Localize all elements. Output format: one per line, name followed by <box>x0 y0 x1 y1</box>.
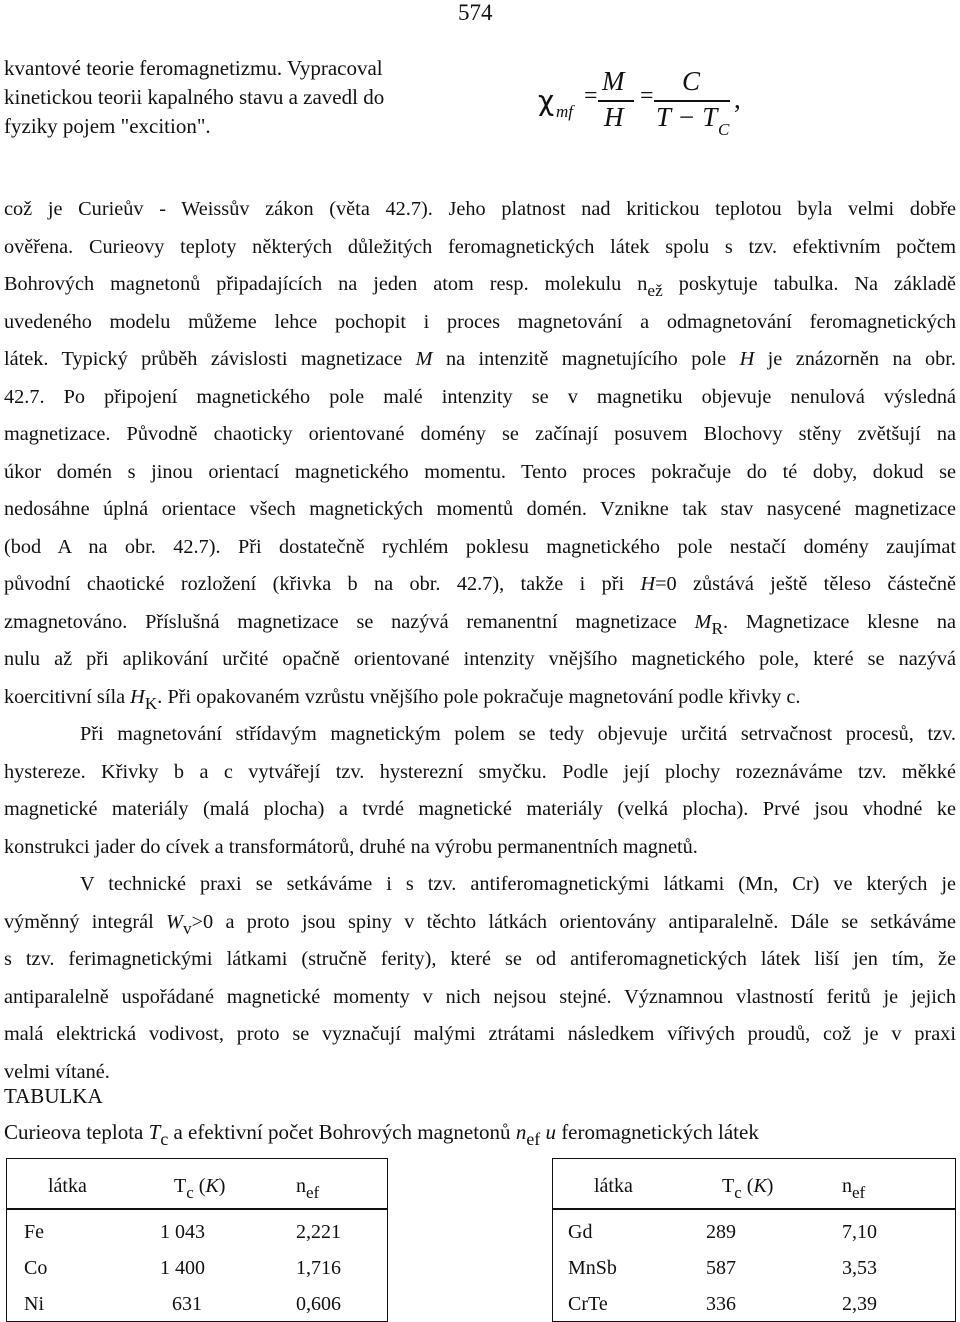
table-cell: 1 400 <box>160 1257 205 1279</box>
text-line: malá elektrická vodivost, proto se vyznačují malými ztrátami následkem vířivých proudů, což je v praxi <box>4 1023 956 1045</box>
column-header-latka: látka <box>48 1175 87 1197</box>
text-line: velmi vítané. <box>4 1060 110 1083</box>
text-line: (bod A na obr. 42.7). Při dostatečně rychlém poklesu magnetického pole nestačí domény zaujímat <box>4 535 956 558</box>
fraction-numerator-c: C <box>682 66 701 96</box>
table-cell: CrTe <box>568 1293 608 1315</box>
equals-sign: = <box>584 83 598 109</box>
column-header-nef: $n_{ef}$ <box>296 1175 320 1202</box>
text-line: magnetické materiály (malá plocha) a tvrdé magnetické materiály (velká plocha). Prvé jsou vhodné ke <box>4 798 956 820</box>
text-line: ověřena. Curieovy teploty některých důležitých feromagnetických látek spolu s tzv. efektivním počtem <box>4 235 956 258</box>
table-cell: 0,606 <box>296 1293 341 1315</box>
text-line: nulu až při aplikování určité opačně orientované intenzity vnějšího magnetického pole, které se nazývá <box>4 648 956 670</box>
table-cell: Ni <box>24 1293 44 1315</box>
text-line: nedosáhne úplná orientace všech magnetických momentů domén. Vznikne tak stav nasycené magnetizace <box>4 498 956 520</box>
text-line: což je Curieův - Weissův zákon (věta 42.7). Jeho platnost nad kritickou teplotou byla velmi dobře <box>4 198 956 220</box>
table-cell: 3,53 <box>842 1257 877 1279</box>
table-cell: 336 <box>706 1293 736 1315</box>
intro-line: kinetickou teorii kapalného stavu a zavedl do <box>4 85 385 109</box>
intro-paragraph <box>4 54 464 141</box>
text-line: výměnný integrál $W_v>0$ a proto jsou spiny v těchto látkách orientovány antiparalelně. Dále se setkáváme <box>4 910 956 938</box>
page-number: 574 <box>458 0 493 25</box>
text-line: antiparalelně uspořádané magnetické momenty v nich nejsou stejné. Významnou vlastností feritů je jejich <box>4 985 956 1008</box>
table-cell: 289 <box>706 1221 736 1243</box>
column-header-tc: $T_c$ (K) <box>722 1175 774 1202</box>
table-cell: MnSb <box>568 1257 617 1279</box>
text-line: Při magnetování střídavým magnetickým polem se tedy objevuje určitá setrvačnost procesů, tzv. <box>80 723 956 745</box>
text-line: 42.7. Po připojení magnetického pole malé intenzity se v magnetiku objevuje nenulová výsledná <box>4 385 956 408</box>
text-line: magnetizace. Původně chaoticky orientované domény se začínají posuvem Blochovy stěny zvětšují na <box>4 423 956 445</box>
text-line: látek. Typický průběh závislosti magnetizace M na intenzitě magnetujícího pole H je znázorněn na obr. <box>4 348 957 370</box>
curie-weiss-formula <box>538 64 778 144</box>
table-header-divider <box>6 1208 388 1210</box>
text-line: konstrukci jader do cívek a transformátorů, druhé na výrobu permanentních magnetů. <box>4 835 698 858</box>
table-cell: 587 <box>706 1257 736 1279</box>
table-cell: 1 043 <box>160 1221 205 1243</box>
table-cell: Co <box>24 1257 48 1279</box>
formula-comma: , <box>734 84 741 114</box>
text-line: koercitivní síla $H_K$. Při opakovaném vzrůstu vnějšího pole pokračuje magnetování podle křivky c. <box>4 685 801 713</box>
text-line: úkor domén s jinou orientací magnetického momentu. Tento proces pokračuje do té doby, dokud se <box>4 460 956 483</box>
table-heading: TABULKA <box>4 1084 103 1108</box>
fraction-denominator-h: H <box>604 102 624 132</box>
table-header-divider <box>552 1208 956 1210</box>
table-cell: 2,221 <box>296 1221 341 1243</box>
main-text <box>4 191 956 1091</box>
column-header-latka: látka <box>594 1175 633 1197</box>
fraction-numerator-m: M <box>602 66 625 96</box>
table-cell: Gd <box>568 1221 593 1243</box>
table-cell: 2,39 <box>842 1293 877 1315</box>
text-line: s tzv. ferimagnetickými látkami (stručně ferity), které se od antiferomagnetických látek liší jen tím, že <box>4 948 956 970</box>
text-line: Bohrových magnetonů připadajících na jeden atom resp. molekulu $n_{ež}$ poskytuje tabulka. Na základě <box>4 273 956 301</box>
text-line: zmagnetováno. Příslušná magnetizace se nazývá remanentní magnetizace $M_R$. Magnetizace klesne na <box>4 610 956 638</box>
column-header-nef: $n_{ef}$ <box>842 1175 866 1202</box>
text-line: uvedeného modelu můžeme lehce pochopit i proces magnetování a odmagnetování feromagnetických <box>4 310 956 333</box>
intro-line: fyziky pojem "excition". <box>4 114 211 138</box>
text-line: hystereze. Křivky b a c vytvářejí tzv. hysterezní smyčku. Podle její plochy rozeznáváme tzv. měkké <box>4 760 956 783</box>
table-cell: 1,716 <box>296 1257 341 1279</box>
table-cell: 7,10 <box>842 1221 877 1243</box>
chi-subscript: mf <box>556 102 573 121</box>
text-line: původní chaotické rozložení (křivka b na obr. 42.7), takže i při H=0 zůstává ještě těleso částečně <box>4 573 957 595</box>
text-line: V technické praxi se setkáváme i s tzv. antiferomagnetickými látkami (Mn, Cr) ve kterých je <box>80 873 956 895</box>
table-caption: Curieova teplota $T_c$ a efektivní počet Bohrových magnetonů $n_{ef}$ u feromagnetických látek <box>4 1120 759 1150</box>
column-header-tc: $T_c$ (K) <box>174 1175 226 1202</box>
equals-sign: = <box>640 83 654 109</box>
table-cell: Fe <box>24 1221 44 1243</box>
intro-line: kvantové teorie feromagnetizmu. Vypracoval <box>4 56 383 80</box>
denominator-subscript: C <box>718 120 730 139</box>
table-cell: 631 <box>172 1293 202 1315</box>
fraction-denominator: T − T <box>656 102 718 132</box>
chi-symbol: χ <box>538 84 555 117</box>
